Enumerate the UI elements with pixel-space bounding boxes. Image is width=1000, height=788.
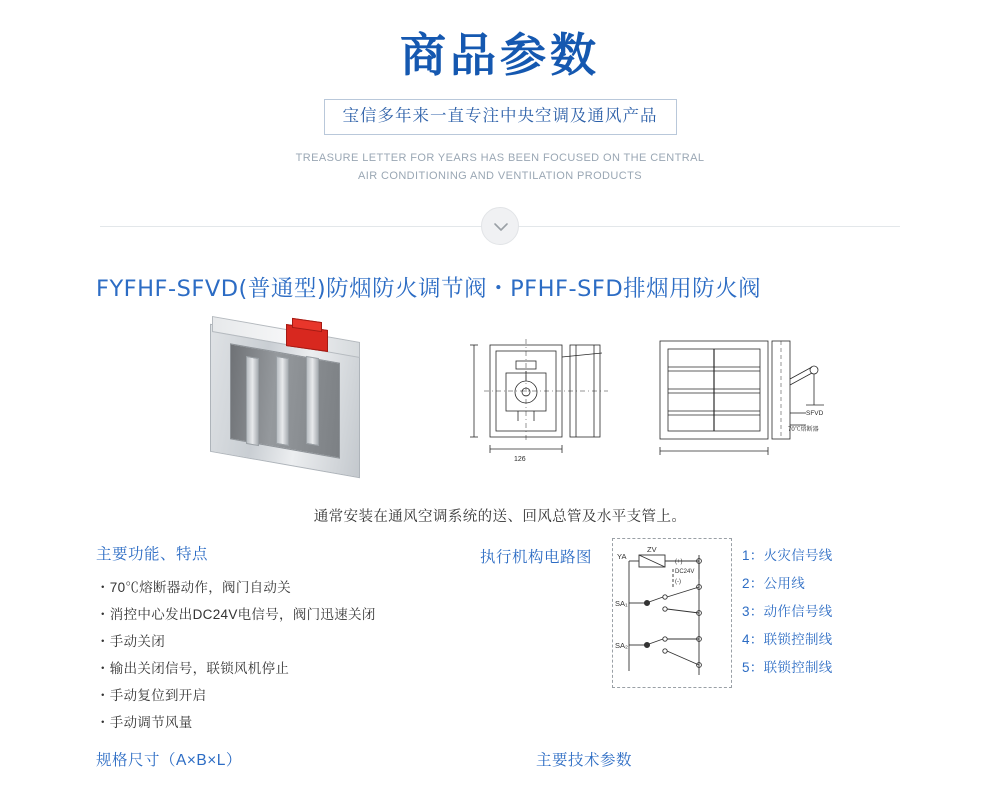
feature-item: ・70℃熔断器动作，阀门自动关 <box>96 579 292 595</box>
chevron-down-icon[interactable] <box>481 207 519 245</box>
circuit-label-sa2: SA₂ <box>615 640 628 650</box>
lower-content <box>0 542 1000 742</box>
wire-label-item: 2：公用线 <box>742 575 806 591</box>
technical-drawing-front-view <box>462 327 622 482</box>
circuit-label-sa1: SA₁ <box>615 598 628 608</box>
feature-item: ・消控中心发出DC24V电信号，阀门迅速关闭 <box>96 606 376 622</box>
wire-label-item: 1：火灾信号线 <box>742 547 833 563</box>
wire-label-list <box>742 542 912 682</box>
wire-label-item: 4：联锁控制线 <box>742 631 833 647</box>
english-subtitle-line1: TREASURE LETTER FOR YEARS HAS BEEN FOCUSED ON THE CENTRAL <box>295 151 705 164</box>
subtitle-box: 宝信多年来一直专注中央空调及通风产品 <box>324 99 677 135</box>
product-title: FYFHF-SFVD(普通型)防烟防火调节阀・PFHF-SFD排烟用防火阀 <box>96 275 762 302</box>
feature-item: ・输出关闭信号，联锁风机停止 <box>96 660 290 676</box>
drawing-dimension-label: 126 <box>514 455 526 463</box>
circuit-label-plus: (+) <box>675 558 683 565</box>
wire-label-item: 5：联锁控制线 <box>742 659 833 675</box>
section-divider <box>0 203 1000 249</box>
tech-params-title: 主要技术参数 <box>536 751 633 769</box>
figures-row <box>0 327 1000 487</box>
product-caption: 通常安装在通风空调系统的送、回风总管及水平支管上。 <box>313 508 687 525</box>
feature-item: ・手动复位到开启 <box>96 687 207 703</box>
wire-label-item: 3：动作信号线 <box>742 603 833 619</box>
circuit-label-dc24v: DC24V <box>675 568 695 575</box>
english-subtitle <box>0 149 1000 185</box>
drawing-label-sfvd: SFVD <box>806 409 824 417</box>
spec-size-title: 规格尺寸（A×B×L） <box>96 751 242 769</box>
drawing-label-fuse: 70℃熔断器 <box>788 426 819 433</box>
circuit-heading: 执行机构电路图 <box>480 548 593 566</box>
circuit-diagram <box>612 538 732 688</box>
technical-drawing-side-view <box>648 327 848 482</box>
page-header <box>0 0 1000 185</box>
english-subtitle-line2: AIR CONDITIONING AND VENTILATION PRODUCTS <box>358 169 642 182</box>
bottom-titles <box>0 748 1000 788</box>
circuit-label-minus: (-) <box>675 578 681 585</box>
damper-product-photo <box>198 327 378 477</box>
feature-item: ・手动关闭 <box>96 633 165 649</box>
circuit-label-zv: ZV <box>647 544 657 554</box>
feature-item: ・手动调节风量 <box>96 714 193 730</box>
features-heading: 主要功能、特点 <box>96 545 209 563</box>
features-block <box>96 542 456 736</box>
page-title: 商品参数 <box>400 28 600 82</box>
circuit-label-ya: YA <box>617 551 627 561</box>
